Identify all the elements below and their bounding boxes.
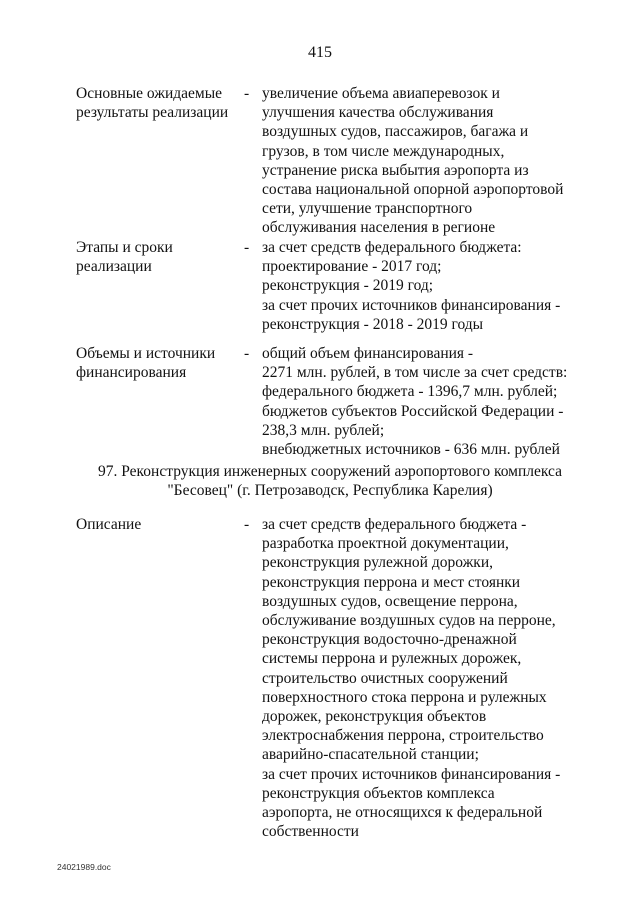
label-line: Объемы и источники xyxy=(76,345,216,362)
value-line: воздушных судов, пассажиров, багажа и xyxy=(262,123,529,141)
label-line: Основные ожидаемые xyxy=(76,85,223,102)
value-line: сети, улучшение транспортного xyxy=(262,200,473,218)
value-line: грузов, в том числе международных, xyxy=(262,142,505,160)
value-line: проектирование - 2017 год; xyxy=(262,258,442,276)
value-line: системы перрона и рулежных дорожек, xyxy=(262,650,522,668)
value-line: реконструкция рулежной дорожки, xyxy=(262,554,493,572)
value-line: аварийно-спасательной станции; xyxy=(262,746,479,764)
value-line: за счет средств федерального бюджета: xyxy=(262,239,522,256)
row-label xyxy=(76,344,236,382)
label-line: Описание xyxy=(76,516,142,533)
value-line: реконструкция - 2018 - 2019 годы xyxy=(262,315,484,333)
dash: - xyxy=(244,239,250,256)
dash: - xyxy=(244,345,250,362)
row-value xyxy=(262,84,592,238)
value-line: реконструкция объектов комплекса xyxy=(262,784,495,802)
label-line: результаты реализации xyxy=(76,104,229,122)
row-value xyxy=(262,515,592,841)
value-line: обслуживания населения в регионе xyxy=(262,219,496,237)
label-line: Этапы и сроки xyxy=(76,239,173,256)
value-line: улучшения качества обслуживания xyxy=(262,104,494,122)
section-title-line: "Бесовец" (г. Петрозаводск, Республика Карелия) xyxy=(167,482,493,500)
value-line: бюджетов субъектов Российской Федерации - xyxy=(262,402,564,420)
value-line: разработка проектной документации, xyxy=(262,535,509,553)
value-line: поверхностного стока перрона и рулежных xyxy=(262,688,547,706)
label-line: финансирования xyxy=(76,364,187,382)
value-line: реконструкция водосточно-дренажной xyxy=(262,631,517,649)
row-label xyxy=(76,84,236,122)
row-label xyxy=(76,238,236,276)
section-title-line: 97. Реконструкция инженерных сооружений аэропортового комплекса xyxy=(98,463,562,480)
value-line: реконструкция перрона и мест стоянки xyxy=(262,573,521,591)
file-name-footer: 24021989.doc xyxy=(57,862,111,872)
value-line: за счет прочих источников финансирования - xyxy=(262,765,561,783)
value-line: аэропорта, не относящихся к федеральной xyxy=(262,804,543,822)
value-line: 238,3 млн. рублей; xyxy=(262,421,385,439)
value-line: дорожек, реконструкция объектов xyxy=(262,708,487,726)
value-line: обслуживание воздушных судов на перроне, xyxy=(262,612,556,630)
row-label xyxy=(76,515,236,534)
label-line: реализации xyxy=(76,258,152,276)
value-line: внебюджетных источников - 636 млн. рублей xyxy=(262,441,560,459)
value-line: устранение риска выбытия аэропорта из xyxy=(262,161,529,179)
section-title xyxy=(60,462,600,500)
row-value xyxy=(262,344,592,459)
value-line: федерального бюджета - 1396,7 млн. рублей; xyxy=(262,383,558,401)
value-line: собственности xyxy=(262,823,359,841)
value-line: воздушных судов, освещение перрона, xyxy=(262,592,518,610)
value-line: состава национальной опорной аэропортовой xyxy=(262,181,564,199)
value-line: электроснабжения перрона, строительство xyxy=(262,727,544,745)
page-number: 415 xyxy=(308,44,332,61)
value-line: за счет средств федерального бюджета - xyxy=(262,516,527,533)
dash: - xyxy=(244,516,250,533)
value-line: за счет прочих источников финансирования - xyxy=(262,296,561,314)
row-value xyxy=(262,238,592,334)
value-line: общий объем финансирования - xyxy=(262,345,474,362)
dash: - xyxy=(244,85,250,102)
value-line: реконструкция - 2019 год; xyxy=(262,277,434,295)
value-line: увеличение объема авиаперевозок и xyxy=(262,85,500,102)
value-line: строительство очистных сооружений xyxy=(262,669,508,687)
value-line: 2271 млн. рублей, в том числе за счет средств: xyxy=(262,364,568,382)
